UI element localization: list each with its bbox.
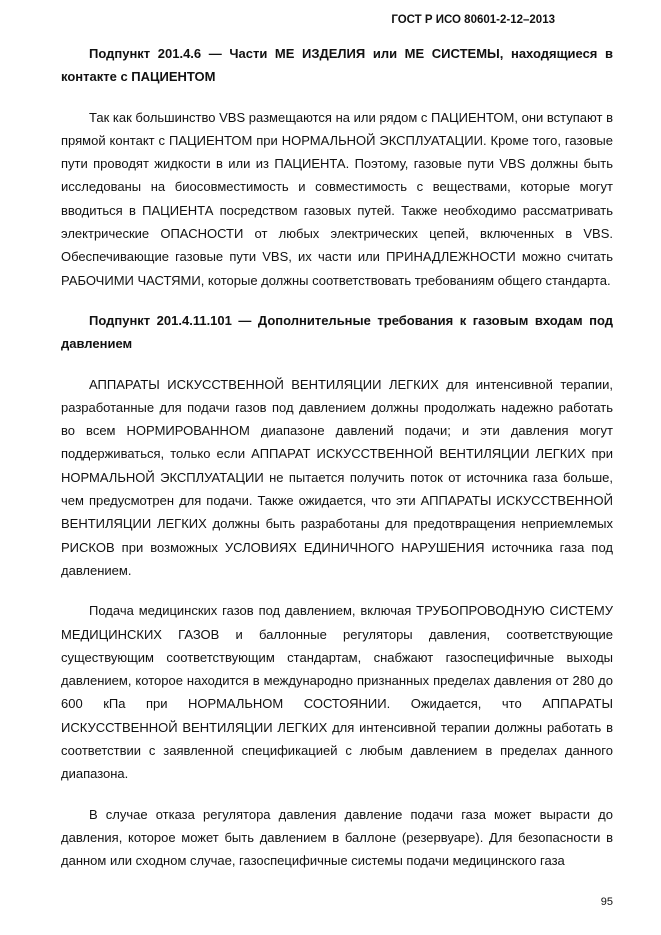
document-body [61,42,613,890]
document-header: ГОСТ Р ИСО 80601-2-12–2013 [391,14,555,26]
section-heading: Подпункт 201.4.6 — Части МЕ ИЗДЕЛИЯ или МЕ СИСТЕМЫ, находящиеся в контакте с ПАЦИЕНТОМ [61,46,613,85]
section-heading: Подпункт 201.4.11.101 — Дополнительные требования к газовым входам под давлением [61,312,613,352]
page-number: 95 [600,896,613,908]
paragraph: В случае отказа регулятора давления давление подачи газа может вырасти до давления, которое может быть давлением в баллоне (резервуаре). Для безопасности в данном или сходном случае, газоспецифичные системы подачи медицинского газа [61,806,613,869]
paragraph: Подача медицинских газов под давлением, включая ТРУБОПРОВОДНУЮ СИСТЕМУ МЕДИЦИНСКИХ ГАЗОВ и баллонные регуляторы давления, соответствующие существующим соответствующим стандартам, снабжают газоспецифичные выходы давлением, которое находится в международно признанных пределах давления от 280 до 600 кПа при НОРМАЛЬНОМ СОСТОЯНИИ. Ожидается, что АППАРАТЫ ИСКУССТВЕННОЙ ВЕНТИЛЯЦИИ ЛЕГКИХ для интенсивной терапии должны работать в соответствии с заявленной спецификацией с любым давлением в пределах данного диапазона. [61,603,613,782]
paragraph: АППАРАТЫ ИСКУССТВЕННОЙ ВЕНТИЛЯЦИИ ЛЕГКИХ для интенсивной терапии, разработанные для подачи газов под давлением должны продолжать надежно работать во всем НОРМИРОВАННОМ диапазоне давлений подачи; и эти давления могут поддерживаться, только если АППАРАТ ИСКУССТВЕННОЙ ВЕНТИЛЯЦИИ ЛЕГКИХ при НОРМАЛЬНОЙ ЭКСПЛУАТАЦИИ не пытается получить поток от источника газа больше, чем предусмотрен для подачи. Также ожидается, что эти АППАРАТЫ ИСКУССТВЕННОЙ ВЕНТИЛЯЦИИ ЛЕГКИХ должны быть разработаны для предотвращения неприемлемых РИСКОВ при возможных УСЛОВИЯХ ЕДИНИЧНОГО НАРУШЕНИЯ источника газа под давлением. [61,376,613,578]
paragraph: Так как большинство VBS размещаются на или рядом с ПАЦИЕНТОМ, они вступают в прямой контакт с ПАЦИЕНТОМ при НОРМАЛЬНОЙ ЭКСПЛУАТАЦИИ. Кроме того, газовые пути проводят жидкости в или из ПАЦИЕНТА. Поэтому, газовые пути VBS должны быть исследованы на биосовместимость и совместимость с веществами, которые могут вводиться в ПАЦИЕНТА посредством газовых путей. Также необходимо рассматривать электрические ОПАСНОСТИ от любых электрических цепей, включенных в VBS. Обеспечивающие газовые пути VBS, их части или ПРИНАДЛЕЖНОСТИ можно считать РАБОЧИМИ ЧАСТЯМИ, которые должны соответствовать требованиям общего стандарта. [61,109,613,288]
